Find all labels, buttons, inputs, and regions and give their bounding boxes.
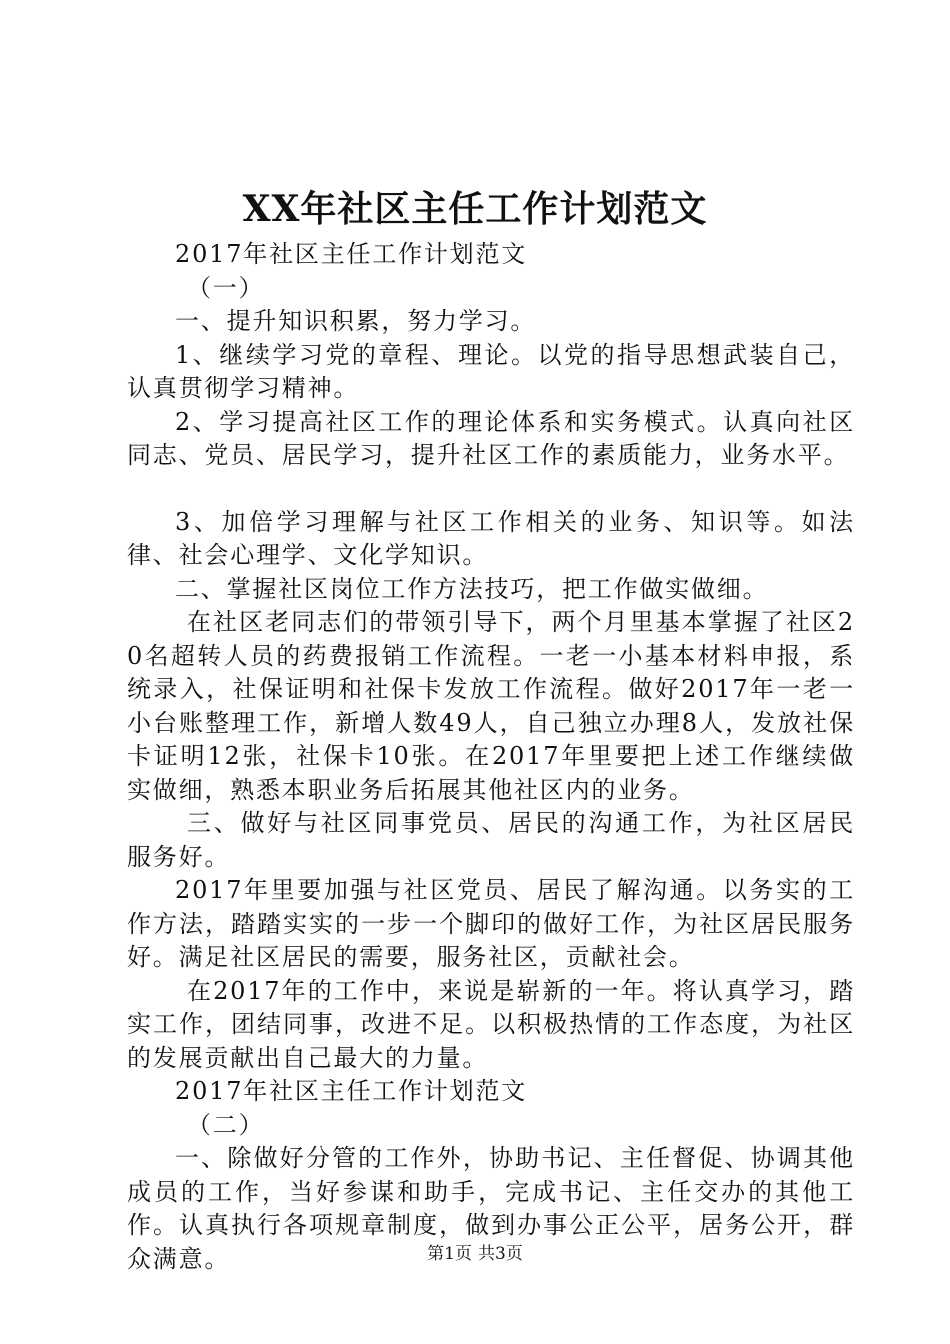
section-number-1: （一） <box>187 273 265 302</box>
page-number: 第1页 <box>427 1244 472 1264</box>
paragraph: 三、做好与社区同事党员、居民的沟通工作，为社区居民服务好。 <box>127 809 855 871</box>
paragraph: 在2017年的工作中，来说是崭新的一年。将认真学习，踏实工作，团结同事，改进不足。以积极热情的工作态度，为社区的发展贡献出自己最大的力量。 <box>127 976 855 1072</box>
paragraph: 2017年里要加强与社区党员、居民了解沟通。以务实的工作方法，踏踏实实的一步一个脚印的做好工作，为社区居民服务好。满足社区居民的需要，服务社区，贡献社会。 <box>127 876 855 971</box>
paragraph: 1、继续学习党的章程、理论。以党的指导思想武装自己，认真贯彻学习精神。 <box>127 340 855 402</box>
section-heading-2: 2017年社区主任工作计划范文 <box>175 1077 528 1105</box>
paragraph: 一、除做好分管的工作外，协助书记、主任督促、协调其他成员的工作，当好参谋和助手，完成书记、主任交办的其他工作。认真执行各项规章制度，做到办事公正公平，居务公开，群众满意。 <box>127 1144 855 1273</box>
paragraph: 一、提升知识积累，努力学习。 <box>175 307 537 335</box>
paragraph: 在社区老同志们的带领引导下，两个月里基本掌握了社区20名超转人员的药费报销工作流程。一老一小基本材料申报，系统录入，社保证明和社保卡发放工作流程。做好2017年一老一小台账整理工作，新增人数49人，自己独立办理8人，发放社保卡证明12张，社保卡10张。在2017年里要把上述工作继续做实做细，熟悉本职业务后拓展其他社区内的业务。 <box>127 608 855 804</box>
document-title: XX年社区主任工作计划范文 <box>242 188 708 230</box>
page-total: 共3页 <box>478 1244 523 1264</box>
paragraph: 3、加倍学习理解与社区工作相关的业务、知识等。如法律、社会心理学、文化学知识。 <box>127 507 855 569</box>
section-heading-1: 2017年社区主任工作计划范文 <box>175 240 528 268</box>
paragraph: 二、掌握社区岗位工作方法技巧，把工作做实做细。 <box>175 574 769 603</box>
document-body <box>127 238 855 1276</box>
paragraph: 2、学习提高社区工作的理论体系和实务模式。认真向社区同志、党员、居民学习，提升社区工作的素质能力，业务水平。 <box>127 407 855 469</box>
section-number-2: （二） <box>187 1110 265 1139</box>
page-footer <box>0 1242 950 1266</box>
